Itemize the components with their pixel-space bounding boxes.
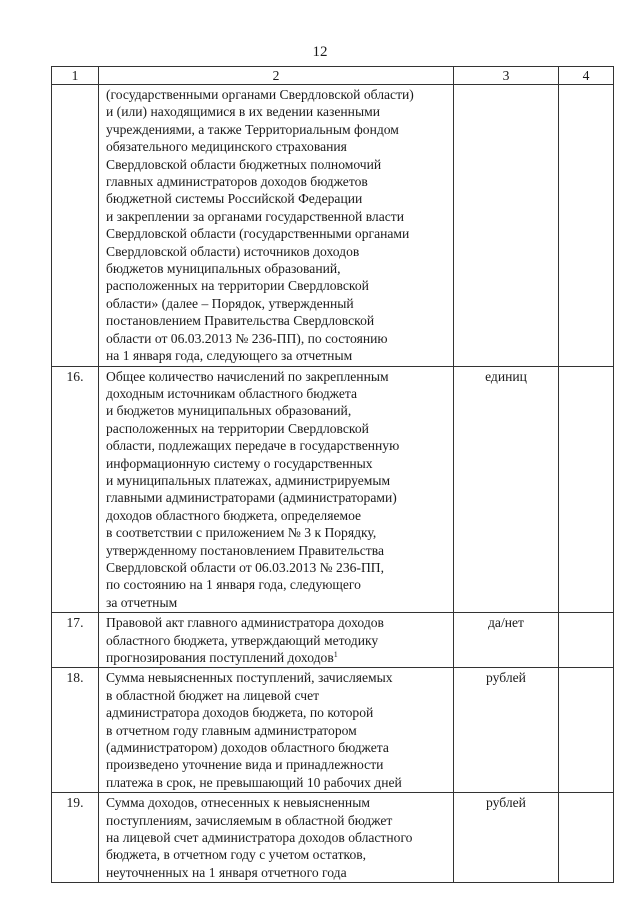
indicator-text	[99, 366, 454, 613]
text-line: расположенных на территории Свердловской	[106, 278, 369, 294]
text-line: информационную систему о государственных	[106, 455, 373, 471]
text-line: утвержденному постановлением Правительства	[106, 542, 384, 558]
text-line: главных администраторов доходов бюджетов	[106, 174, 368, 190]
value-cell	[559, 85, 614, 367]
column-header-1: 1	[52, 67, 99, 85]
text-line: бюджетов муниципальных образований,	[106, 261, 341, 277]
row-number: 19.	[52, 793, 99, 883]
text-line: на 1 января года, следующего за отчетным	[106, 348, 353, 364]
text-line: (государственными органами Свердловской области)	[106, 87, 414, 102]
text-line: бюджетной системы Российской Федерации	[106, 191, 363, 207]
value-cell	[559, 793, 614, 883]
table-row-17	[52, 613, 614, 668]
text-line: и закреплении за органами государственной власти	[106, 208, 404, 224]
text-line: Сумма невыясненных поступлений, зачисляемых	[106, 670, 393, 686]
column-header-4: 4	[559, 67, 614, 85]
text-line: в соответствии с приложением № 3 к Порядку,	[106, 525, 377, 541]
text-line: учреждениями, а также Территориальным фондом	[106, 121, 399, 137]
indicator-text	[99, 668, 454, 793]
text-line: и бюджетов муниципальных образований,	[106, 403, 352, 419]
indicator-text	[99, 613, 454, 668]
text-line: на лицевой счет администратора доходов областного	[106, 830, 413, 846]
text-line: доходов областного бюджета, определяемое	[106, 507, 362, 523]
column-header-2: 2	[99, 67, 454, 85]
text-line: Общее количество начислений по закрепленным	[106, 368, 389, 384]
row-number	[52, 85, 99, 367]
value-cell	[559, 668, 614, 793]
text-line: обязательного медицинского страхования	[106, 139, 347, 155]
footnote-marker: 1	[333, 650, 338, 659]
text-line	[106, 649, 450, 666]
text-line: области от 06.03.2013 № 236-ПП), по состоянию	[106, 330, 388, 346]
text-line: Свердловской области от 06.03.2013 № 236-ПП,	[106, 559, 384, 575]
text-line: главными администраторами (администраторами)	[106, 490, 397, 506]
table-row-19	[52, 793, 614, 883]
text-line: по состоянию на 1 января года, следующего	[106, 577, 361, 593]
text-line: областного бюджета, утверждающий методику	[106, 632, 379, 648]
text-line: (администратором) доходов областного бюджета	[106, 740, 389, 756]
text-line: в областной бюджет на лицевой счет	[106, 687, 320, 703]
row-number: 16.	[52, 366, 99, 613]
text-line: за отчетным	[106, 594, 178, 610]
text-line: и (или) находящимися в их ведении казенными	[106, 104, 380, 120]
unit-cell: единиц	[454, 366, 559, 613]
text-line: платежа в срок, не превышающий 10 рабочих дней	[106, 774, 402, 790]
table-row-18	[52, 668, 614, 793]
text-line: постановлением Правительства Свердловской	[106, 313, 375, 329]
text-line: администратора доходов бюджета, по которой	[106, 705, 374, 721]
text-line: Свердловской области бюджетных полномочий	[106, 156, 382, 172]
value-cell	[559, 613, 614, 668]
indicator-text	[99, 793, 454, 883]
text-line: области, подлежащих передаче в государственную	[106, 438, 400, 454]
text-line: доходным источникам областного бюджета	[106, 385, 358, 401]
text-line-content: прогнозирования поступлений доходов	[106, 650, 334, 665]
unit-cell: рублей	[454, 668, 559, 793]
indicator-text	[99, 85, 454, 367]
text-line: области» (далее – Порядок, утвержденный	[106, 295, 354, 311]
text-line: расположенных на территории Свердловской	[106, 420, 369, 436]
text-line: Правовой акт главного администратора доходов	[106, 615, 384, 631]
table-header-row	[52, 67, 614, 85]
page-number: 12	[312, 44, 328, 60]
table-row-16	[52, 366, 614, 613]
text-line: Свердловской области) источников доходов	[106, 243, 360, 259]
row-number: 18.	[52, 668, 99, 793]
text-line: бюджета, в отчетном году с учетом остатков,	[106, 847, 367, 863]
text-line: Свердловской области (государственными органами	[106, 226, 410, 242]
unit-cell	[454, 85, 559, 367]
unit-cell: да/нет	[454, 613, 559, 668]
text-line: поступлениям, зачисляемым в областной бюджет	[106, 812, 393, 828]
table-row-continuation	[52, 85, 614, 367]
column-header-3: 3	[454, 67, 559, 85]
text-line: произведено уточнение вида и принадлежности	[106, 757, 384, 773]
unit-cell: рублей	[454, 793, 559, 883]
text-line: неуточненных на 1 января отчетного года	[106, 864, 347, 880]
value-cell	[559, 366, 614, 613]
indicators-table	[51, 66, 614, 883]
text-line: Сумма доходов, отнесенных к невыясненным	[106, 795, 370, 811]
row-number: 17.	[52, 613, 99, 668]
text-line: в отчетном году главным администратором	[106, 722, 357, 738]
text-line: и муниципальных платежах, администрируемым	[106, 472, 391, 488]
